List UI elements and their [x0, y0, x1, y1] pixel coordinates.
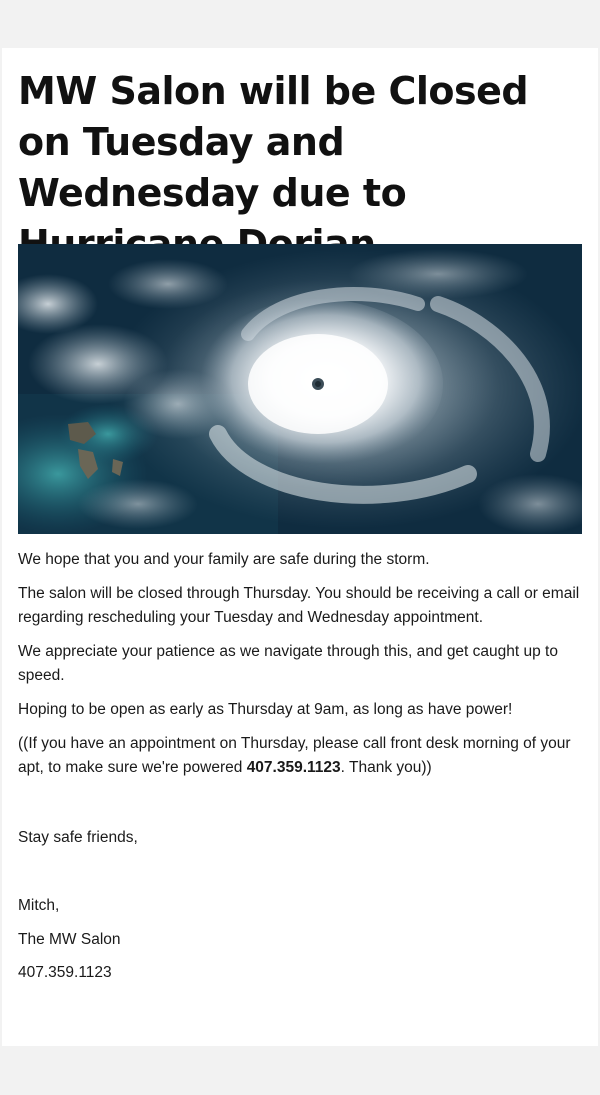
signature-phone: 407.359.1123 [18, 964, 112, 981]
email-card [2, 48, 598, 1046]
hurricane-satellite-image [18, 244, 582, 534]
signature-company: The MW Salon [18, 931, 121, 948]
signature-name: Mitch, [18, 897, 60, 914]
front-desk-phone: 407.359.1123 [246, 759, 341, 776]
paragraph-reopen: Hoping to be open as early as Thursday at 9am, as long as have power! [18, 701, 513, 718]
paragraph-closure: The salon will be closed through Thursday. You should be receiving a call or email regarding rescheduling your Tuesday and Wednesday appointment. [18, 585, 580, 626]
thursday-note-text: ((If you have an appointment on Thursday, please call front desk morning of your apt, to make sure we're powered [18, 735, 571, 776]
closing-line: Stay safe friends, [18, 829, 138, 846]
headline: MW Salon will be Closed on Tuesday and Wednesday due to [18, 69, 529, 215]
message-body [18, 548, 584, 790]
thursday-note-end: . Thank you)) [340, 759, 432, 776]
paragraph-safety: We hope that you and your family are safe during the storm. [18, 551, 430, 568]
paragraph-patience: We appreciate your patience as we navigate through this, and get caught up to speed. [18, 643, 558, 684]
paragraph-thursday-note [18, 732, 584, 780]
